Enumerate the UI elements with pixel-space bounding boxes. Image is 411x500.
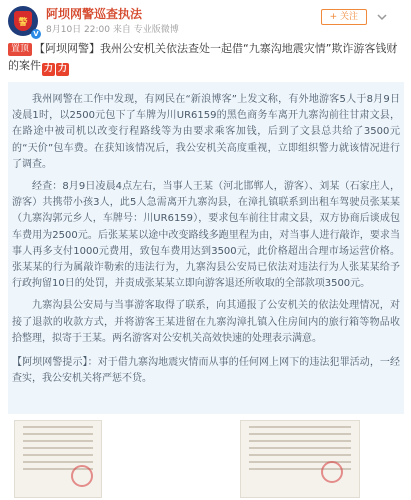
strength-emoji-icon: 力 <box>57 64 67 74</box>
verified-icon: V <box>31 29 41 39</box>
seal-icon <box>71 465 93 487</box>
account-name[interactable]: 阿坝网警巡查执法 <box>46 7 143 21</box>
document-photo-thumbnail[interactable] <box>240 420 360 498</box>
image-gallery <box>8 414 404 500</box>
post-meta: 8月10日 22:00 来自 专业版微博 <box>46 25 179 35</box>
lead-body: 【阿坝网警】我州公安机关依法查处一起借“九寨沟地震灾情”欺诈游客钱财的案件 <box>8 42 398 72</box>
pinned-tag[interactable]: 置顶 <box>8 43 32 56</box>
chevron-down-icon[interactable] <box>375 10 389 24</box>
article-paragraph: 九寨沟县公安局与当事游客取得了联系，向其通报了公安机关的依法处理情况，对接了退款的收款方式，并将游客王某进留在九寨沟漳扎镇入住房间内的旅行箱等物品收拾整理，拟寄于王某。两名游客对公安机关高效快速的处理表示满意。 <box>12 300 400 344</box>
strength-emoji-icon: 力 <box>43 64 53 74</box>
seal-icon <box>321 461 343 483</box>
document-photo-thumbnail[interactable] <box>14 420 102 498</box>
article-card <box>8 82 404 414</box>
article-notice: 【阿坝网警提示】：对于借九寨沟地震灾情而从事的任何网上网下的违法犯罪活动，一经查实，我公安机关将严惩不贷。 <box>12 357 400 385</box>
police-badge-icon: 警 <box>14 11 32 31</box>
lead-text <box>8 40 406 76</box>
post-lead <box>8 40 406 76</box>
follow-button[interactable]: + 关注 <box>321 9 367 25</box>
article-paragraph: 经查：8月9日凌晨4点左右，当事人王某（河北邯郸人，游客）、刘某（石家庄人，游客）共携带小孩3人，此5人急需离开九寨沟县，在漳扎镇联系到出租车驾驶员张某某（九寨沟郭元乡人，车牌号：川UR6159），要求包车前往甘肃文县，双方协商后谈成包车费用为2500元。后张某某以途中改变路线多跑里程为由，对当事人进行敲诈，要求当事人再多支付1000元费用，致包车费用达到3500元，此价格超出合理市场运营价格。张某某的行为属敲诈勒索的违法行为，九寨沟县公安局已依法对违法行为人张某某给予行政拘留10日的处罚，并责成张某某立即向游客退还所收取的全部款项3500元。 <box>12 181 400 290</box>
article-paragraph: 我州网警在工作中发现，有网民在“新浪博客”上发文称，有外地游客5人于8月9日凌晨1时，以2500元包下了车牌为川UR6159的黑色商务车离开九寨沟前往甘肃文县，在路途中被司机以改变行程路线等为由要求乘客加钱，后到了文县总共给了3500元的“天价”包车费。在获知该情况后，我公安机关高度重视，立即组织警力就该情况进行了调查。 <box>12 94 400 170</box>
